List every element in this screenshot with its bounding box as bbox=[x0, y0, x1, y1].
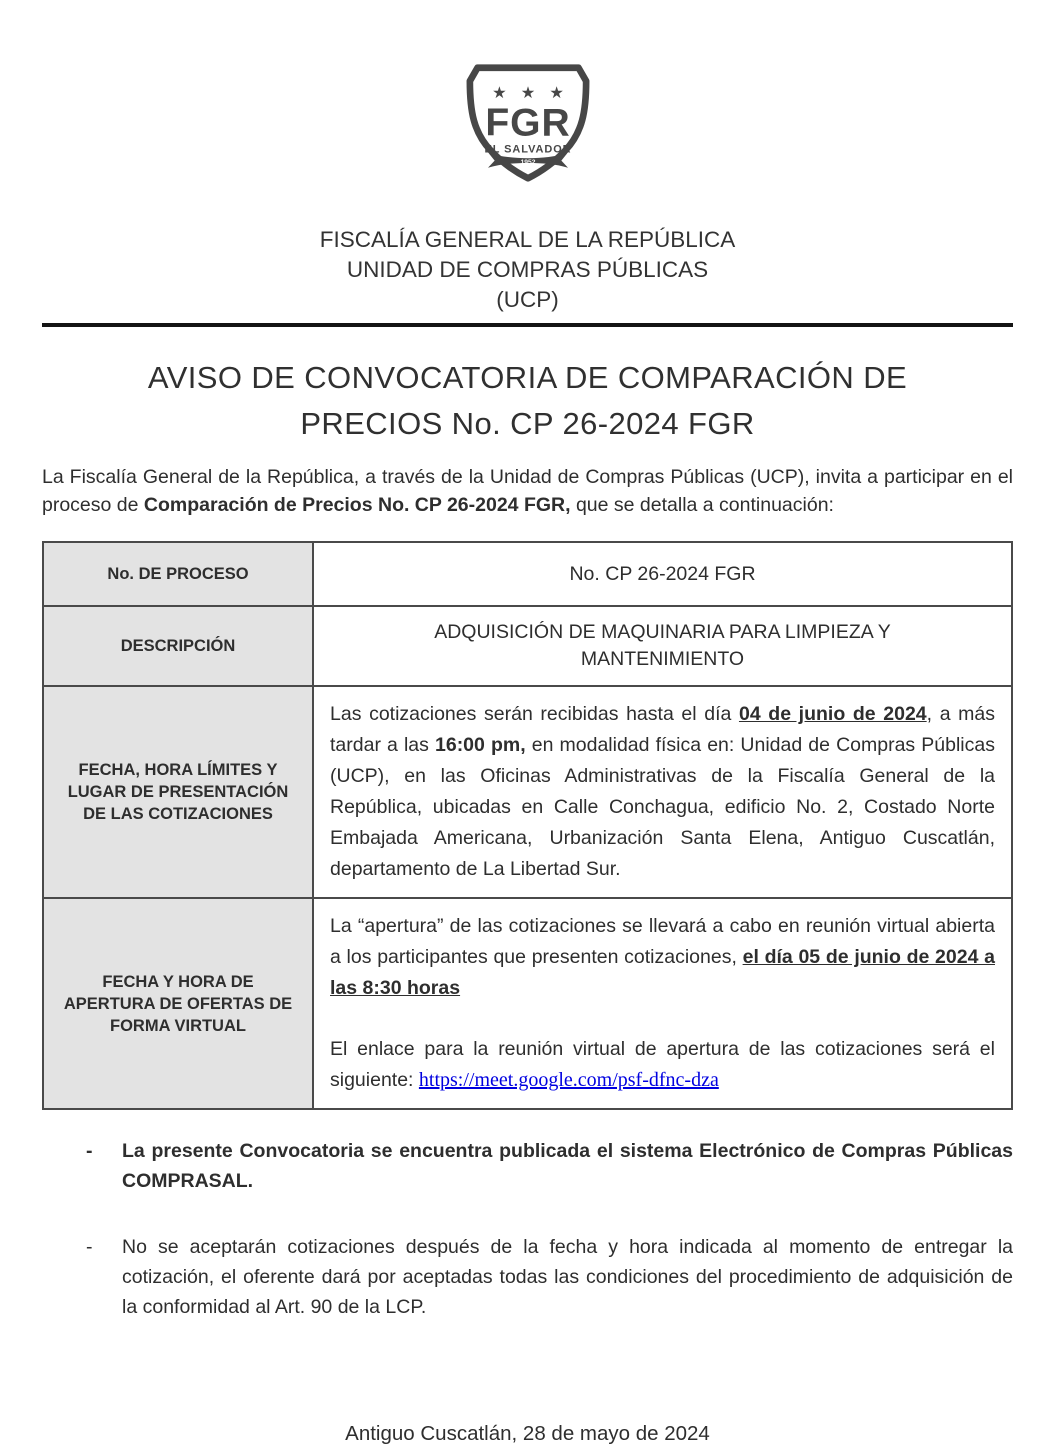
letterhead-line-1: FISCALÍA GENERAL DE LA REPÚBLICA bbox=[319, 227, 736, 252]
apertura-label-line-2: APERTURA DE OFERTAS DE bbox=[63, 994, 293, 1013]
page-title bbox=[42, 355, 1013, 447]
table-row-apertura bbox=[43, 898, 1012, 1109]
star-icon: ★ bbox=[520, 84, 535, 103]
logo-acronym: FGR bbox=[484, 101, 571, 145]
intro-text: La Fiscalía General de la República, a través de la Unidad de Compras Públicas (UCP), invita a participar en el proceso de bbox=[42, 466, 1013, 516]
header-divider bbox=[42, 323, 1013, 327]
apertura-text: La “apertura” de las cotizaciones se llevará a cabo en reunión virtual abierta a los participantes que presenten cotizaciones, bbox=[330, 915, 995, 968]
table-row-descripcion bbox=[43, 606, 1012, 686]
descripcion-label: DESCRIPCIÓN bbox=[43, 606, 313, 686]
apertura-label bbox=[43, 898, 313, 1109]
apertura-link-intro: El enlace para la reunión virtual de apertura de las cotizaciones será el siguiente: bbox=[330, 1038, 995, 1091]
apertura-date: el día 05 de junio de 2024 a las 8:30 horas bbox=[330, 946, 995, 999]
fecha-limite-text: , a más tardar a las bbox=[330, 703, 996, 756]
letterhead-line-2: UNIDAD DE COMPRAS PÚBLICAS bbox=[346, 257, 709, 282]
notes-list bbox=[86, 1136, 1013, 1322]
process-details-table bbox=[42, 541, 1013, 1110]
fecha-limite-label bbox=[43, 686, 313, 898]
fecha-limite-label-line-3: DE LAS COTIZACIONES bbox=[83, 805, 273, 823]
deadline-time: 16:00 pm, bbox=[435, 734, 526, 756]
deadline-date: 04 de junio de 2024 bbox=[738, 703, 927, 725]
fecha-limite-text: Las cotizaciones serán recibidas hasta el día bbox=[330, 703, 739, 725]
descripcion-line-2: MANTENIMIENTO bbox=[580, 648, 745, 670]
intro-paragraph bbox=[42, 463, 1013, 519]
document-date: Antiguo Cuscatlán, 28 de mayo de 2024 bbox=[345, 1422, 710, 1445]
table-row-proceso bbox=[43, 542, 1012, 606]
note-no-aceptacion: No se aceptarán cotizaciones después de la fecha y hora indicada al momento de entregar la cotización, el oferente dará por aceptadas todas las condiciones del procedimiento de adquisición de la conformidad al Art. 90 de la LCP. bbox=[122, 1236, 1013, 1318]
list-item bbox=[86, 1232, 1013, 1322]
fecha-limite-label-line-1: FECHA, HORA LÍMITES Y bbox=[78, 761, 278, 779]
apertura-paragraph-1 bbox=[330, 911, 995, 1004]
fecha-limite-address: en modalidad física en: Unidad de Compras Públicas (UCP), en las Oficinas Administrativas de la Fiscalía General de la República, ubicadas en Calle Conchagua, edificio No. 2, Costado Norte Embajada Americana, Urbanización Santa Elena, Antiguo Cuscatlán, departamento de La Libertad Sur. bbox=[330, 734, 995, 880]
logo-country: EL SALVADOR bbox=[483, 143, 572, 156]
bullet-dash: - bbox=[86, 1236, 93, 1258]
descripcion-value bbox=[313, 606, 1012, 686]
fecha-limite-label-line-2: LUGAR DE PRESENTACIÓN bbox=[67, 783, 289, 801]
apertura-label-line-3: FORMA VIRTUAL bbox=[110, 1016, 246, 1035]
proceso-value: No. CP 26-2024 FGR bbox=[313, 542, 1012, 606]
note-comprasal: La presente Convocatoria se encuentra publicada el sistema Electrónico de Compras Públicas COMPRASAL. bbox=[122, 1140, 1013, 1192]
apertura-label-line-1: FECHA Y HORA DE bbox=[102, 972, 254, 991]
fgr-shield-icon bbox=[447, 60, 609, 186]
descripcion-line-1: ADQUISICIÓN DE MAQUINARIA PARA LIMPIEZA Y bbox=[434, 621, 891, 643]
letterhead bbox=[42, 225, 1013, 315]
intro-process-name: Comparación de Precios No. CP 26-2024 FGR, bbox=[143, 494, 571, 516]
meet-link[interactable]: https://meet.google.com/psf-dfnc-dza bbox=[418, 1069, 719, 1091]
bullet-dash: - bbox=[86, 1140, 93, 1162]
fecha-limite-value bbox=[313, 686, 1012, 898]
intro-text-end: que se detalla a continuación: bbox=[570, 494, 834, 516]
proceso-label: No. DE PROCESO bbox=[43, 542, 313, 606]
fgr-logo bbox=[42, 60, 1013, 191]
star-icon: ★ bbox=[491, 84, 507, 103]
title-line-2: PRECIOS No. CP 26-2024 FGR bbox=[300, 406, 755, 441]
list-item bbox=[86, 1136, 1013, 1196]
title-line-1: AVISO DE CONVOCATORIA DE COMPARACIÓN DE bbox=[147, 360, 908, 395]
letterhead-line-3: (UCP) bbox=[496, 287, 559, 312]
logo-year: 1952 bbox=[520, 158, 535, 166]
table-row-fecha-limite bbox=[43, 686, 1012, 898]
star-icon: ★ bbox=[548, 84, 564, 103]
apertura-paragraph-2 bbox=[330, 1034, 995, 1096]
apertura-value bbox=[313, 898, 1012, 1109]
